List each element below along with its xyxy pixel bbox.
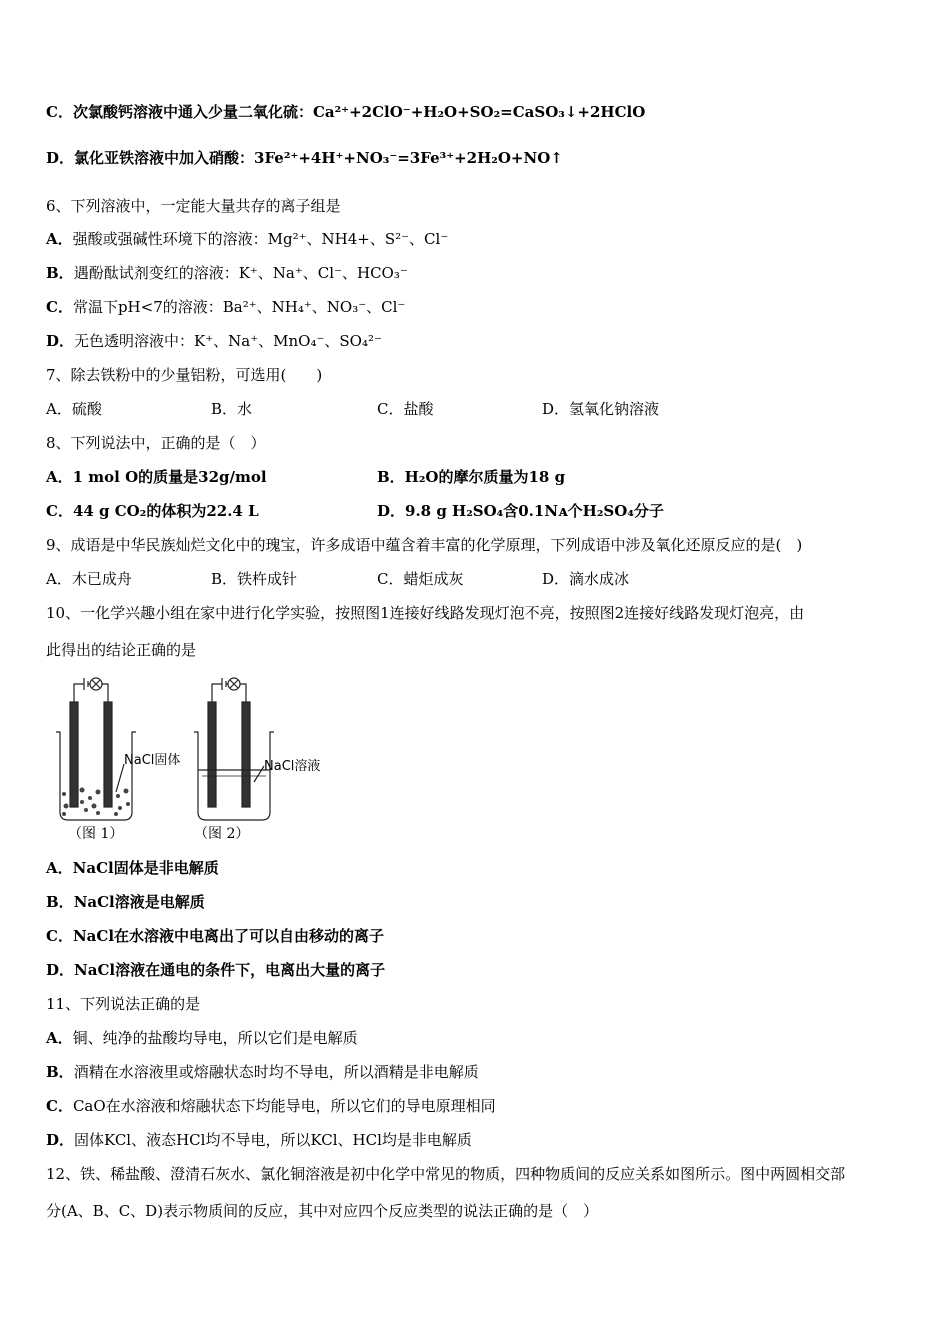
option-text: 无色透明溶液中：K⁺、Na⁺、MnO₄⁻、SO₄²⁻ [74,332,382,350]
figure-1-label: NaCl固体 [124,753,181,768]
option-text: 铜、纯净的盐酸均导电，所以它们是电解质 [72,1029,358,1047]
q8-option-b: B．H₂O的摩尔质量为18 g [377,468,566,486]
q11-stem: 11、下列说法正确的是 [46,995,201,1013]
q5-option-c [46,102,645,122]
q9-option-d: D．滴水成冰 [542,570,630,588]
q8-option-d: D．9.8 g H₂SO₄含0.1Nᴀ个H₂SO₄分子 [377,502,664,520]
option-letter: D． [46,332,75,350]
option-text: NaCl溶液在通电的条件下，电离出大量的离子 [74,961,386,979]
option-letter: D． [46,149,75,167]
wire-left [74,684,84,702]
q10-option-b [46,892,205,912]
q6-option-b [46,263,408,283]
option-letter: A． [46,230,73,248]
q6-option-a [46,229,448,249]
option-text: NaCl在水溶液中电离出了可以自由移动的离子 [72,927,385,945]
q8-stem: 8、下列说法中，正确的是（ ） [46,434,266,452]
option-letter: C． [46,927,73,945]
option-letter: B． [46,893,74,911]
q10-figure [46,672,346,847]
q11-option-c [46,1096,496,1116]
option-letter: B． [46,1063,74,1081]
label-leader [254,766,264,782]
figure-2-label: NaCl溶液 [264,759,321,774]
option-letter: A． [46,859,73,877]
wire-right [102,684,108,702]
figure-1 [56,678,136,820]
q7-option-b: B．水 [211,400,253,418]
option-letter: B． [46,264,74,282]
q5-option-d [46,148,563,168]
q9-option-c: C．蜡炬成灰 [377,570,464,588]
q12-stem-line1: 12、铁、稀盐酸、澄清石灰水、氯化铜溶液是初中化学中常见的物质，四种物质间的反应关系如图所示。图中两圆相交部 [46,1165,846,1183]
circuit-diagram [46,672,346,847]
option-text: 氯化亚铁溶液中加入硝酸：3Fe²⁺+4H⁺+NO₃⁻=3Fe³⁺+2H₂O+NO↑ [74,149,563,167]
option-text: 遇酚酞试剂变红的溶液：K⁺、Na⁺、Cl⁻、HCO₃⁻ [73,264,408,282]
option-letter: D． [46,961,75,979]
q10-option-a [46,858,219,878]
q8-option-a: A．1 mol O的质量是32g/mol [46,468,267,486]
option-letter: C． [46,298,73,316]
q7-option-a: A．硫酸 [46,400,102,418]
option-text: 次氯酸钙溶液中通入少量二氧化硫：Ca²⁺+2ClO⁻+H₂O+SO₂=CaSO₃↓+2HClO [72,103,646,121]
option-text: 固体KCl、液态HCl均不导电，所以KCl、HCl均是非电解质 [74,1131,472,1149]
option-text: 常温下pH<7的溶液：Ba²⁺、NH₄⁺、NO₃⁻、Cl⁻ [72,298,406,316]
q7-stem: 7、除去铁粉中的少量铝粉，可选用( ) [46,366,323,384]
q12-stem-line2: 分(A、B、C、D)表示物质间的反应，其中对应四个反应类型的说法正确的是（ ） [46,1202,599,1220]
electrode-right [104,702,112,807]
q10-option-c [46,926,384,946]
electrode-left [208,702,216,807]
electrode-left [70,702,78,807]
q7-option-c: C．盐酸 [377,400,434,418]
q9-option-a: A．木已成舟 [46,570,132,588]
q8-option-c: C．44 g CO₂的体积为22.4 L [46,502,259,520]
option-text: 酒精在水溶液里或熔融状态时均不导电，所以酒精是非电解质 [73,1063,479,1081]
figure-1-caption: （图 1） [68,826,124,842]
q6-option-d [46,331,382,351]
q9-option-b: B．铁杵成针 [211,570,298,588]
q10-option-d [46,960,385,980]
q10-stem-line2: 此得出的结论正确的是 [46,641,197,659]
option-text: NaCl固体是非电解质 [72,859,219,877]
q6-stem: 6、下列溶液中，一定能大量共存的离子组是 [46,197,341,215]
wire-left [212,684,222,702]
q6-option-c [46,297,405,317]
q11-option-b [46,1062,479,1082]
wire-right [240,684,246,702]
option-letter: D． [46,1131,75,1149]
figure-2-caption: （图 2） [194,826,250,842]
option-text: 强酸或强碱性环境下的溶液：Mg²⁺、NH4+、S²⁻、Cl⁻ [72,230,449,248]
q11-option-a [46,1028,358,1048]
bulb-filament [230,680,238,688]
q10-stem-line1: 10、一化学兴趣小组在家中进行化学实验，按照图1连接好线路发现灯泡不亮，按照图2连接好线路发现灯泡亮，由 [46,604,805,622]
option-letter: C． [46,1097,73,1115]
q7-option-d: D．氢氧化钠溶液 [542,400,660,418]
label-leader [116,764,124,792]
figure-2 [194,678,274,820]
option-text: NaCl溶液是电解质 [73,893,205,911]
electrode-right [242,702,250,807]
option-letter: C． [46,103,73,121]
bulb-filament [92,680,100,688]
option-letter: A． [46,1029,73,1047]
q11-option-d [46,1130,472,1150]
q9-stem: 9、成语是中华民族灿烂文化中的瑰宝，许多成语中蕴含着丰富的化学原理，下列成语中涉及氧化还原反应的是( ) [46,536,803,554]
option-text: CaO在水溶液和熔融状态下均能导电，所以它们的导电原理相同 [72,1097,496,1115]
